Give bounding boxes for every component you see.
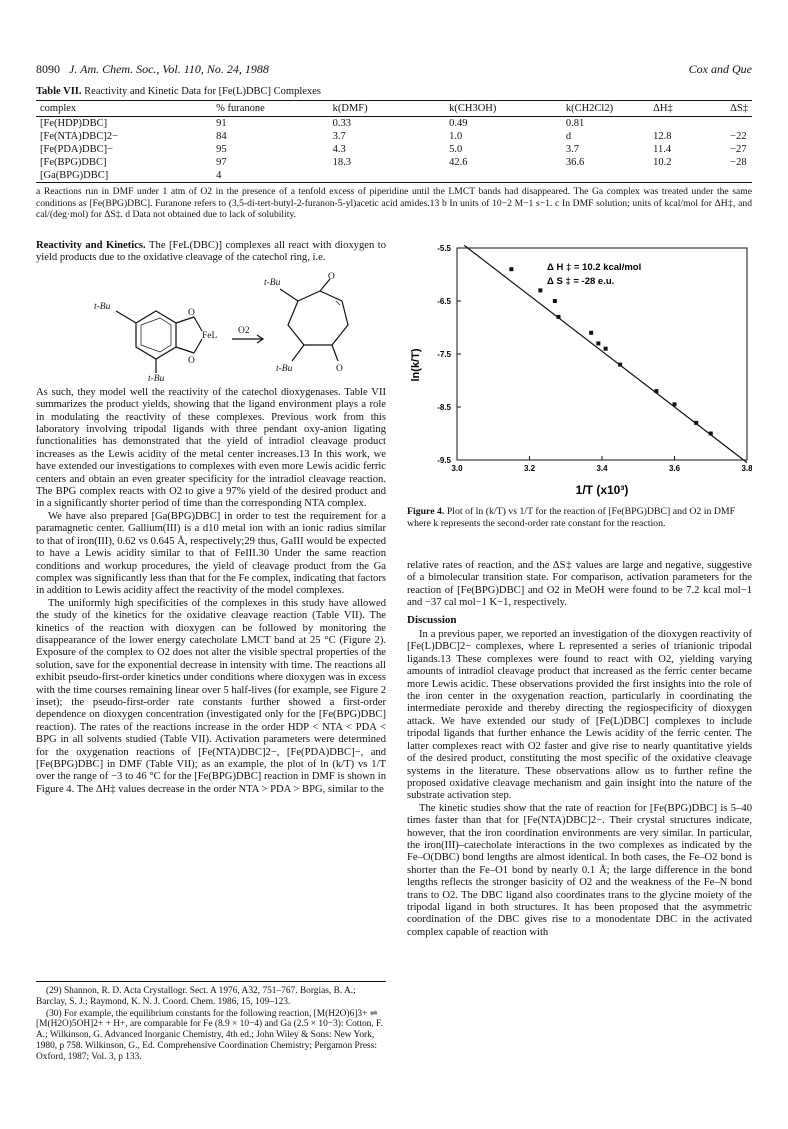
reaction-scheme-drawing (36, 271, 386, 381)
col-header: k(CH2Cl2) (562, 101, 649, 117)
table-cell (726, 117, 752, 131)
table-cell: 1.0 (449, 131, 463, 142)
paragraph: We have also prepared [Ga(BPG)DBC] in order to test the requirement for a paramagnetic center. Gallium(III) is a d10 metal ion with an ionic radius similar to that of iron(III), 0.62 vs 0.645 Å, respectively;29 thus, GaIII would be expected to have a Lewis acidity similar to that of FeIII.30 Under the same reaction conditions and workup procedures, the yield of cleavage product from the Ga complex was significantly less than that for the Fe complex, indicating that factors in addition to Lewis acidity affect the reactivity of the model complexes. (36, 510, 386, 597)
table-cell: 3.7 (332, 131, 346, 142)
paragraph-text: The [FeL(DBC)] complexes all react with dioxygen to yield products due to the oxidative cleavage of the catechol ring, i.e. (36, 240, 386, 264)
col-header: ΔH‡ (649, 101, 726, 117)
table-cell: 97 (216, 157, 227, 168)
tbu-label: t-Bu (148, 373, 165, 381)
table-cell: 5.0 (449, 144, 463, 155)
paragraph (36, 240, 386, 265)
reaction-scheme (36, 271, 386, 381)
table-row (36, 143, 752, 156)
o2-label: O2 (238, 325, 250, 336)
col-header: k(CH3OH) (445, 101, 562, 117)
y-tick-label: -8.5 (437, 403, 451, 412)
x-tick-label: 3.0 (451, 464, 463, 473)
data-point (553, 299, 557, 303)
reference-item: (29) Shannon, R. D. Acta Crystallogr. Sect. A 1976, A32, 751–767. Borgias, B. A.; Barclay, S. J.; Raymond, K. N. J. Coord. Chem. 1986, 15, 109–123. (36, 986, 356, 1007)
table-cell: [Fe(PDA)DBC]− (40, 144, 114, 155)
reference-item: (30) For example, the equilibrium constants for the following reaction, [M(H2O)6]3+ ⇌ [M(H2O)5OH]2+ + H+, are comparable for Fe (8.9 × 10−4) and Ga (2.5 × 10−3): Cotton, F. A.; Wilkinson, G. Advanced Inorganic Chemistry, 4th ed.; John Wiley & Sons: New York, 1980, p 758. Wilkinson, G., Ed. Comprehensive Coordination Chemistry; Pergamon Press: Oxford, 1987; Vol. 3, p 133. (36, 1008, 383, 1062)
table-cell: 84 (216, 131, 227, 142)
x-axis-label: 1/T (x10³) (575, 483, 629, 497)
figure-caption (407, 506, 752, 529)
data-point (618, 363, 622, 367)
o-label: O (188, 307, 195, 318)
table-cell: [Fe(HDP)DBC] (40, 118, 108, 129)
tbu-label: t-Bu (94, 301, 111, 312)
o-label: O (328, 271, 335, 282)
table-header-row (36, 101, 752, 117)
table-cell: 12.8 (653, 131, 672, 142)
col-header: complex (36, 101, 212, 117)
table-cell (562, 169, 649, 183)
table-row (36, 169, 752, 183)
x-tick-label: 3.8 (741, 464, 752, 473)
tbu-label: t-Bu (264, 277, 281, 288)
x-tick-label: 3.6 (668, 464, 681, 473)
table-cell: 3.7 (565, 144, 579, 155)
fel-label: FeL (202, 330, 218, 341)
table-cell: 11.4 (653, 144, 672, 155)
table-cell (726, 169, 752, 183)
data-table (36, 100, 752, 183)
table-cell (329, 169, 445, 183)
x-tick-label: 3.2 (523, 464, 536, 473)
table-cell: d (565, 131, 572, 142)
table-cell (649, 117, 726, 131)
table-cell: [Ga(BPG)DBC] (36, 169, 212, 183)
data-point (596, 341, 600, 345)
x-tick-label: 3.4 (596, 464, 608, 473)
table-caption (36, 86, 321, 97)
table-cell: 0.33 (332, 118, 352, 129)
y-tick-label: -5.5 (437, 244, 451, 253)
paragraph: relative rates of reaction, and the ΔS‡ values are large and negative, suggestive of a bimolecular transition state. For comparison, activation parameters for the reaction of [Fe(BPG)DBC] and O2 in MeOH were found to be 7.2 kcal mol−1 and −37 cal mol−1 K−1, respectively. (407, 560, 752, 609)
col-header: ΔS‡ (726, 101, 752, 117)
running-head: Cox and Que (688, 62, 752, 76)
table-cell: 4 (212, 169, 329, 183)
y-tick-label: -7.5 (437, 350, 451, 359)
data-point (557, 315, 561, 319)
table-cell: 18.3 (332, 157, 352, 168)
delta-h-annotation: Δ H ‡ = 10.2 kcal/mol (547, 262, 642, 273)
table-row (36, 117, 752, 131)
references (36, 981, 386, 1064)
table-cell: −22 (730, 131, 747, 142)
y-axis-label: ln(k/T) (410, 348, 422, 382)
table-label: Table VII. (36, 86, 82, 97)
journal-citation: J. Am. Chem. Soc., Vol. 110, No. 24, 1988 (69, 62, 269, 76)
figure-caption-text: Plot of ln (k/T) vs 1/T for the reaction of [Fe(BPG)DBC] and O2 in DMF where k represents the second-order rate constant for the reaction. (407, 506, 736, 529)
page-number: 8090 (36, 62, 60, 76)
data-point (673, 402, 677, 406)
table-cell: 42.6 (449, 157, 468, 168)
table-title: Reactivity and Kinetic Data for [Fe(L)DBC] Complexes (84, 86, 321, 97)
table-cell: 10.2 (653, 157, 672, 168)
data-point (709, 432, 713, 436)
table-cell (649, 169, 726, 183)
section-heading: Reactivity and Kinetics. (36, 240, 146, 251)
y-tick-label: -6.5 (437, 297, 451, 306)
figure-4 (407, 240, 752, 500)
paragraph: The uniformly high specificities of the complexes in this study have allowed the study of the kinetics for the oxidative cleavage reaction (Table VII). The kinetics of the reaction with dioxygen can be followed by monitoring the disappearance of the lower energy catecholate LMCT band at 25 °C (Figure 2). Exposure of the complex to O2 does not alter the visible spectral properties of the solution, save for the exponential decrease in intensity with time. The reactions all exhibit pseudo-first-order kinetics under conditions where dioxygen was in excess with the time courses remaining linear over 5 half-lives (for example, see Figure 2 inset); the pseudo-first-order rate constants further showed a first-order dependence on dioxygen concentration (investigated only for the [Fe(BPG)DBC] reaction). The rates of the reactions increase in the order HDP < NTA < PDA < BPG in all solvents studied (Table VII). Activation parameters were determined for the oxygenation reactions of [Fe(NTA)DBC]2−, [Fe(PDA)DBC]−, and [Fe(BPG)DBC] in DMF (Table VII); as an example, the plot of ln (k/T) vs 1/T over the range of −3 to 46 °C for the [Fe(BPG)DBC] reaction in DMF is shown in Figure 4. The ΔH‡ values decrease in the order NTA > PDA > BPG, similar to the (36, 597, 386, 795)
tbu-label: t-Bu (276, 363, 293, 374)
table-cell: 91 (216, 118, 227, 129)
col-header: % furanone (212, 101, 329, 117)
right-column (407, 560, 752, 939)
paragraph: The kinetic studies show that the rate of reaction for [Fe(BPG)DBC] is 5–40 times faster than that for [Fe(NTA)DBC]2−. Their crystal structures indicate, however, that the iron coordination environments are very similar. In particular, the iron(III)–catecholate interactions in the two complexes as indicated by the Fe–O(DBC) bond lengths are almost identical. In both cases, the Fe–O2 bond is shorter than the Fe–O1 bond by nearly 0.1 Å; the large difference in the bond lengths reflects the stronger basicity of O2 and the weakness of the Fe–N bond trans to O2. The DBC ligand also coordinates trans to the glycine moiety of the tripodal ligand in both structures. It has been proposed that the asymmetric coordination of the DBC gives rise to a monodentate DBC in the activated complex capable of reaction with (407, 802, 752, 938)
data-point (538, 288, 542, 292)
table-cell (445, 169, 562, 183)
left-column (36, 240, 386, 796)
paragraph: As such, they model well the reactivity of the catechol dioxygenases. Table VII summarizes the product yields, showing that the ligand environment plays a role in modulating the reactivity of these complexes. Previous work from this laboratory involving tripodal ligands with three pendant oxy-anion ligating functionalities has demonstrated that the yield of intradiol cleavage product increases as the Lewis acidity of the metal center increases.13 In this work, we have extended our investigations to complexes with even more Lewis acidic ferric centers and obtain an even greater specificity for the intradiol cleavage reaction. The BPG complex reacts with O2 to give a 97% yield of the desired product and in a significantly shorter period of time than the corresponding NTA complex. (36, 386, 386, 510)
table-cell: −28 (730, 157, 747, 168)
data-point (654, 389, 658, 393)
table-row (36, 130, 752, 143)
page-header (36, 62, 752, 77)
figure-label: Figure 4. (407, 506, 445, 517)
data-point (694, 421, 698, 425)
table-footnote: a Reactions run in DMF under 1 atm of O2 in the presence of a tenfold excess of piperidine until the LMCT bands had disappeared. The Ga complex was treated under the same conditions as [Fe(BPG)DBC]. Furanone refers to (3,5-di-tert-butyl-2-furanon-5-yl)acetic acid amides.13 b In units of 10−2 M−1 s−1. c In DMF solution; units of kcal/mol for ΔH‡, and cal/(deg·mol) for ΔS‡. d Data not obtained due to lack of solubility. (36, 186, 752, 220)
paragraph: In a previous paper, we reported an investigation of the dioxygen reactivity of [Fe(L)DBC]2− complexes, where L represented a series of trianionic tripodal ligands.13 These complexes were found to react with O2, yielding varying amounts of intradiol cleavage product that increased as the ferric center became more Lewis acidic. These observations provided the first insights into the role of the iron center in the oxygenation reaction, particularly in coordinating the intermediate peroxide and thereby directing the regiospecificity of dioxygen attack. We have extended our study of [Fe(L)DBC] complexes to include tripodal ligands that further enhance the Lewis acidity of the ferric center. The latter complexes react with O2 faster and give rise to nearly quantitative yields of the desired product, constituting the most specific of the oxidative cleavage systems in the literature. These observations allow us to further refine the proposed oxidative cleavage mechanism and gain insight into the nature of the substrate activation step. (407, 629, 752, 802)
y-tick-label: -9.5 (437, 456, 451, 465)
delta-s-annotation: Δ S ‡ = -28 e.u. (547, 276, 615, 287)
table-cell: [Fe(NTA)DBC]2− (40, 131, 118, 142)
o-label: O (336, 363, 343, 374)
table-cell: 36.6 (565, 157, 585, 168)
scatter-plot (407, 240, 752, 500)
col-header: k(DMF) (329, 101, 445, 117)
table-cell: [Fe(BPG)DBC] (40, 157, 107, 168)
data-point (604, 347, 608, 351)
table-cell: 95 (216, 144, 227, 155)
table-cell: 4.3 (332, 144, 346, 155)
table-cell: −27 (730, 144, 747, 155)
data-point (589, 331, 593, 335)
o-label: O (188, 355, 195, 366)
section-heading: Discussion (407, 613, 457, 626)
table-cell: 0.81 (565, 118, 585, 129)
table-row (36, 156, 752, 169)
table-cell: 0.49 (449, 118, 468, 129)
data-point (509, 267, 513, 271)
